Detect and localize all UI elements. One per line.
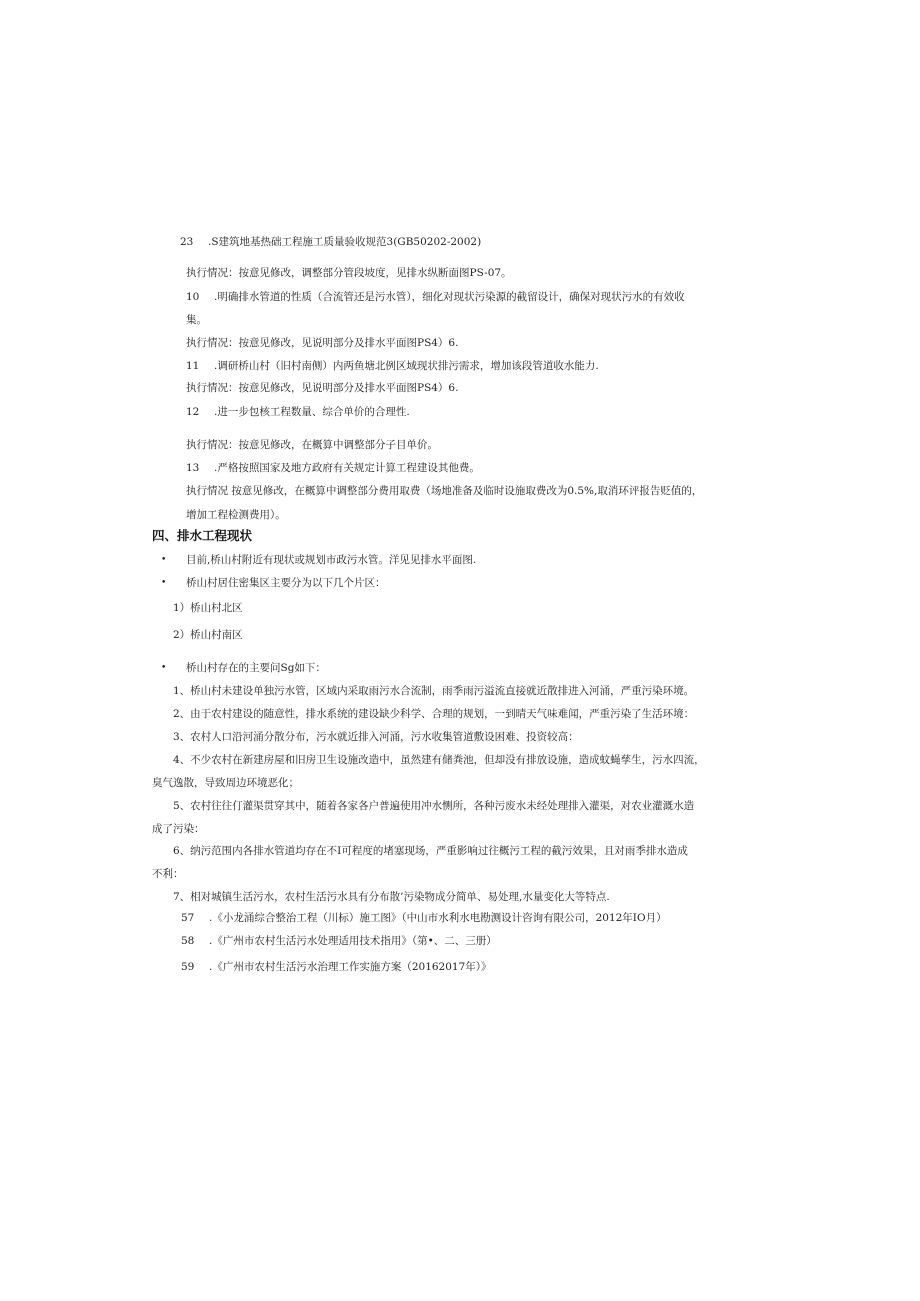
list-item bbox=[186, 315, 207, 326]
reference-number: 57 bbox=[181, 912, 195, 924]
item-text: 执行情况：按意见修改，在概算中调整部分子目单价。 bbox=[186, 439, 438, 451]
item-text: .进一步包核工程数量、综合单价的合理性. bbox=[214, 406, 410, 418]
item-text: .严格按照国家及地方政府有关规定计算工程建设其他费。 bbox=[214, 462, 480, 474]
reference-number: 59 bbox=[181, 961, 195, 973]
reference-text: .《广州市农村生活污水处理适用技术指用》（第•、二、三册） bbox=[209, 935, 497, 947]
item-text: 执行情况：按意见修改，调整部分管段坡度，见排水纵断面图PS-07。 bbox=[186, 267, 512, 279]
list-item bbox=[186, 407, 410, 418]
reference-item bbox=[181, 962, 492, 973]
list-item bbox=[180, 237, 481, 248]
zone-item: 1）桥山村北区 bbox=[173, 602, 243, 614]
list-item bbox=[186, 510, 286, 521]
reference-item bbox=[181, 936, 497, 947]
item-text: 集。 bbox=[186, 314, 207, 326]
problem-line: 不利： bbox=[152, 868, 184, 880]
bullet-marker: • bbox=[161, 663, 167, 673]
list-item bbox=[186, 268, 512, 279]
reference-text: .《小龙涌综合整治工程（川标）施工图》（中山市水利水电勘测设计咨询有限公司，2012年IO月） bbox=[209, 912, 667, 924]
bullet-marker: • bbox=[161, 578, 167, 588]
item-number: 10 bbox=[186, 291, 200, 303]
problem-line: 4、不少农村在新建房屋和旧房卫生设施改造中，虽然建有储粪池，但却没有排放设施，造成蚊蝇孳生，污水四流， bbox=[173, 754, 705, 766]
bullet-item: 目前,桥山村附近有现状或规划市政污水管。洋见见排水平面图. bbox=[186, 554, 477, 566]
reference-text: .《广州市农村生活污水治理工作实施方案（20162017年）》 bbox=[209, 961, 492, 973]
problem-line: 臭气逸散，导致周边环境恶化； bbox=[152, 777, 299, 789]
list-item bbox=[186, 338, 458, 349]
item-number: 12 bbox=[186, 406, 200, 418]
list-item bbox=[186, 463, 480, 474]
problem-line: 6、纳污范围内各排水管道均存在不I可程度的堵塞现场，严重影响过往概污工程的截污效果，且对雨季排水造成 bbox=[173, 845, 688, 857]
problem-line: 2、由于农村建设的随意性，排水系统的建设缺少科学、合理的规划，一到晴天气味难闻，严重污染了生活环境： bbox=[173, 708, 695, 720]
problem-line: 成了污染： bbox=[152, 823, 205, 835]
reference-item bbox=[181, 913, 667, 924]
list-item bbox=[186, 440, 438, 451]
list-item bbox=[186, 383, 458, 394]
list-item bbox=[186, 292, 685, 303]
item-text: .明确排水管道的性质（合流管还是污水管），细化对现状污染源的截留设计，确保对现状污水的有效收 bbox=[214, 291, 685, 303]
list-item bbox=[186, 361, 599, 372]
section-heading: 四、排水工程现状 bbox=[152, 528, 253, 543]
item-number: 23 bbox=[180, 236, 194, 248]
item-text: .S建筑地基热础工程施工质量验收规范3(GB50202-2002) bbox=[208, 236, 482, 248]
bullet-item: 桥山村居住密集区主要分为以下几个片区： bbox=[186, 577, 386, 589]
bullet-item: 桥山村存在的主要问Sg如下： bbox=[186, 662, 326, 674]
item-number: 11 bbox=[186, 360, 200, 372]
item-number: 13 bbox=[186, 462, 200, 474]
list-item bbox=[186, 486, 702, 497]
item-text: 执行情况：按意见修改，见说明部分及排水平面图PS4）6. bbox=[186, 382, 459, 394]
zone-item: 2）桥山村南区 bbox=[173, 629, 243, 641]
problem-line: 5、农村往往仃灌渠贯穿其中，随着各家各户普遍使用冲水恻所，各种污废水未经处理排入灌渠，对农业灌溉水造 bbox=[173, 800, 695, 812]
item-text: 增加工程检测费用）。 bbox=[186, 509, 286, 521]
item-text: 执行情况 按意见修改，在概算中调整部分费用取费（场地准备及临时设施取费改为0.5%,取消环评报告贬值的， bbox=[186, 485, 703, 497]
problem-line: 1、桥山村未建设单独污水管，区域内采取雨污水合流制，雨季雨污溢流直接就近散排进入河涌，严重污染环境。 bbox=[173, 685, 695, 697]
problem-line: 7、相对城镇生活污水，农村生活污水具有分布散’污染物成分简单、易处理,水量变化大等特点. bbox=[173, 891, 610, 903]
item-text: .调研桥山村（旧村南侧）内两鱼塘北例区域现状排污需求，增加该段管道收水能力. bbox=[214, 360, 599, 372]
item-text: 执行情况：按意见修改，见说明部分及排水平面图PS4）6. bbox=[186, 337, 459, 349]
problem-line: 3、农村人口沿河涌分散分布，污水就近排入河涌，污水收集管道敷设困难、投资较高： bbox=[173, 731, 579, 743]
reference-number: 58 bbox=[181, 935, 195, 947]
bullet-marker: • bbox=[161, 555, 167, 565]
